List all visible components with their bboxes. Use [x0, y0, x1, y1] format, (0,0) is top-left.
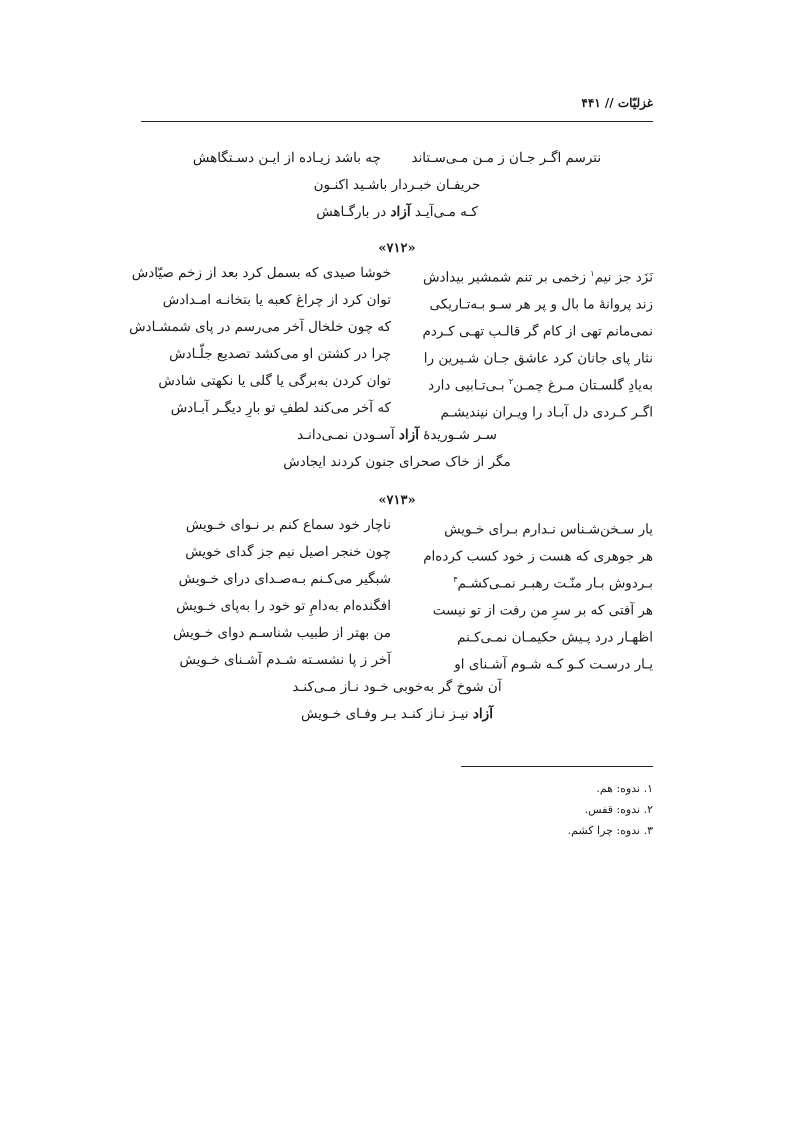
couplet [141, 593, 653, 620]
verse-text: بـردوش بـار منّـت رهبـر نمـی‌کشـم [457, 575, 653, 592]
footnote-marker: ۲ [508, 377, 514, 386]
ghazal-number: «۷۱۳» [378, 493, 416, 508]
hemistich-first [403, 368, 653, 395]
footnote-2: ۲. ندوه: قفس. [584, 803, 653, 816]
verse-text: اگـر کـردی دل آبـاد را ویـران نیندیشـم [440, 404, 653, 421]
verse-line [141, 145, 653, 172]
couplet [141, 368, 653, 395]
verse-text: در بارگـاهش [316, 204, 387, 220]
ghazal-number: «۷۱۲» [378, 241, 416, 256]
ghazal-713 [141, 490, 653, 728]
footnote-rule [461, 766, 653, 767]
verse-text: آسـودن نمـی‌دانـد [297, 427, 395, 443]
couplet [141, 566, 653, 593]
hemistich-first [403, 593, 653, 620]
verse-text: یار سـخن‌شـناس نـدارم بـرای خـویش [444, 521, 653, 538]
hemistich-second: ناچار خود سماع کنم بر نـوای خـویش [185, 517, 391, 533]
hemistich-second: توان کردن به‌برگی یا گلی یا نکهتی شادش [158, 373, 391, 389]
couplet [141, 395, 653, 422]
couplet [141, 539, 653, 566]
verse-text: زند پروانهٔ ما بال و پر هر سـو بـه‌تـاریکی [429, 296, 653, 313]
hemistich-first [403, 395, 653, 422]
footnote-1: ۱. ندوه: هم. [596, 782, 653, 795]
hemistich-second: افگنده‌ام به‌دامِ تو خود را به‌پای خـویش [176, 598, 391, 614]
header-rule [141, 121, 653, 122]
hemistich-first [403, 287, 653, 314]
couplet [141, 647, 653, 674]
closing-verse [141, 701, 653, 728]
verse-text: هر آفتی که بر سرِ من رفت از تو نیست [432, 602, 653, 619]
hemistich-second: چون خنجر اصیل نیم جز گدای خویش [185, 544, 391, 560]
poet-name: آزاد [398, 427, 419, 443]
hemistich-first [403, 512, 653, 539]
verse-text: نثار پای جانان کرد عاشق جـان شـیرین را [423, 350, 653, 367]
closing-verse: آن شوخ گر به‌خوبی خـود نـاز مـی‌کنـد [292, 679, 502, 695]
hemistich-first [403, 314, 653, 341]
footnote-3: ۳. ندوه: چرا کشم. [567, 824, 653, 837]
previous-ghazal-ending [141, 145, 653, 226]
verse-text: اظهـار درد پـیش حکیمـان نمـی‌کـنم [457, 629, 653, 646]
hemistich-second: که آخر می‌کند لطفِ تو بارِ دیگـر آبـادش [170, 400, 391, 416]
ghazal-712 [129, 238, 653, 476]
hemistich-first [403, 620, 653, 647]
verse-text: هر جوهری که هست ز خود کسب کرده‌ام [423, 548, 653, 565]
closing-verse [141, 422, 653, 449]
hemistich-first [403, 341, 653, 368]
hemistich-second: چرا در کشتن او می‌کشد تصدیع جلّـادش [169, 346, 391, 362]
hemistich-first [403, 566, 653, 593]
hemistich-first [403, 647, 653, 674]
hemistich-first [403, 539, 653, 566]
hemistich-second: که چون خلخال آخر می‌رسم در پای شمشـادش [129, 319, 391, 335]
hemistich-second: شبگیر می‌کـنم بـه‌صـدای درای خـویش [178, 571, 391, 587]
verse-text: زخمی بر تنم شمشیر بیدادش [423, 269, 591, 286]
verse-text: سـر شـوریدهٔ [423, 427, 497, 443]
poet-name: آزاد [472, 706, 493, 722]
hemistich-second: خوشا صیدی که بسمل کرد بعد از زخم صیّادش [131, 265, 391, 281]
verse-text: نَزَد جز نیم [594, 269, 653, 286]
couplet [141, 341, 653, 368]
couplet [141, 287, 653, 314]
hemistich-second: توان کرد از چراغ کعبه یا بتخانـه امـدادش [162, 292, 391, 308]
verse-text: بـی‌تـابیی دارد [428, 377, 509, 394]
verse-text: کـه مـی‌آیـد [414, 204, 478, 220]
hemistich: چه باشد زیـاده از ایـن دسـتگاهش [192, 150, 381, 166]
verse-line: حریفـان خبـردار باشـید اکنـون [313, 177, 481, 193]
couplet [141, 512, 653, 539]
hemistich-second: من بهتر از طبیب شناسـم دوای خـویش [172, 625, 391, 641]
verse-line [141, 199, 653, 226]
footnote-marker: ۳ [453, 575, 458, 584]
couplet-list [141, 512, 653, 674]
couplet-list [129, 260, 653, 422]
closing-verse: مگر از خاک صحرای جنون کردند ایجادش [283, 454, 511, 470]
running-header: غزلیّات // ۴۴۱ [581, 96, 653, 110]
verse-text: نیـز نـاز کنـد بـر وفـای خـویش [301, 706, 469, 722]
verse-text: یـار درسـت کـو کـه شـوم آشـنای او [454, 656, 653, 673]
footnotes [400, 778, 653, 841]
hemistich-second: آخر ز پا نشسـته شـدم آشـنای خـویش [179, 652, 391, 668]
verse-text: نمی‌مانم تهی از کام گر قالـب تهـی کـردم [422, 323, 653, 340]
footnote-marker: ۱ [590, 269, 595, 278]
hemistich: نترسم اگـر جـان ز مـن مـی‌سـتاند [411, 150, 602, 166]
hemistich-first [403, 260, 653, 287]
couplet [131, 260, 653, 287]
poet-name: آزاد [390, 204, 411, 220]
verse-text: به‌یادِ گلسـتان مـرغ چمـن [513, 377, 653, 394]
couplet [129, 314, 653, 341]
couplet [141, 620, 653, 647]
